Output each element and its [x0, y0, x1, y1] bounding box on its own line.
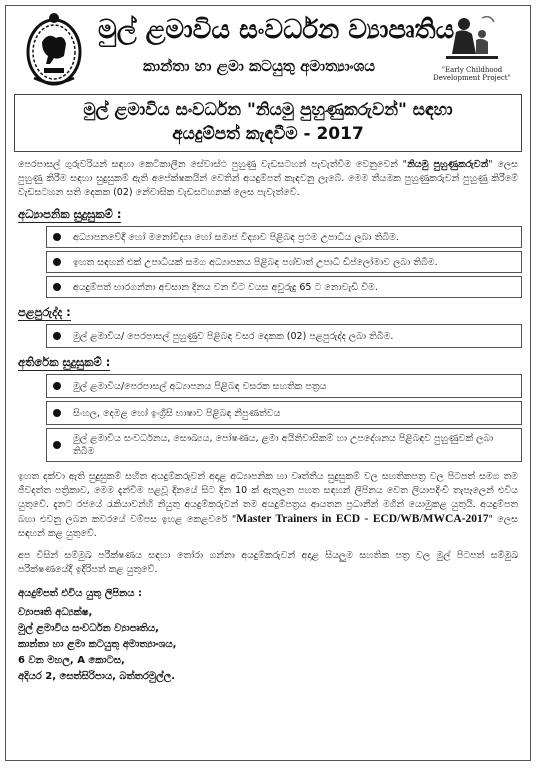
intro-text-1: පෙරපාසල් ගුරුවරියන් සඳහා කෙටිකාලීන සේවාස්ථ පුහුණු වැඩසටහන් පැවැත්වීම වෙනුවෙන් "	[18, 159, 408, 170]
education-item-text: අයදුම්පත් භාරගන්නා අවසාන දිනය වන විට වයස අවුරුදු 65 ට නොවැඩි වීම.	[73, 281, 378, 293]
intro-paragraph	[18, 158, 518, 200]
additional-item	[46, 374, 522, 398]
ecd-logo-caption: "Early Childhood Development Project"	[433, 66, 511, 82]
bullet-icon	[53, 332, 61, 340]
address-line: මුල් ළමාවිය සංවර්ධන ව්‍යාපෘතිය,	[18, 623, 159, 634]
bullet-icon	[53, 233, 61, 241]
experience-heading: පළපුරුද්ද :	[18, 305, 71, 319]
bullet-icon	[53, 283, 61, 291]
experience-item-text: මුල් ළමාවිය/ පෙරපාසල් පුහුණුව පිළිබඳ වසර දෙකක (02) පළපුරුද්ද ලබා තිබීම.	[73, 330, 394, 342]
family-logo-icon	[442, 14, 502, 64]
sri-lanka-emblem-icon	[24, 12, 84, 88]
organization-title: මුල් ළමාවිය සංවර්ධන ව්‍යාපෘතිය	[98, 15, 455, 45]
education-item	[46, 251, 522, 273]
title-line-2: අයදුම්පත් කැඳවීම - 2017	[172, 124, 364, 144]
additional-heading: අතිරේක සුදුසුකම් :	[18, 355, 111, 369]
title-line-1: මුල් ළමාවිය සංවර්ධන "නියමු පුහුණුකරුවන්" සඳහා	[83, 100, 453, 120]
education-item-text: අධ්‍යාපනවේදී හෝ මනෝවිද්‍යා හෝ සමාජ විද්‍යාව පිළිබඳ ප්‍රථම උපාධිය ලබා තිබීම.	[73, 231, 399, 243]
bullet-icon	[53, 441, 61, 449]
experience-item	[46, 324, 522, 348]
bullet-icon	[53, 382, 61, 390]
application-instructions	[18, 470, 518, 541]
interview-note: අප විසින් සම්මුඛ පරීක්ෂණය සඳහා තෝරා ගන්නා අයදුම්කරුවන් අදාළ සියලුම සහතික පත්‍ර වල මුල් පිටපත් සම්මුඛ පරීක්ෂණයේදී ඉදිරිපත් කළ යුතුවේ.	[18, 550, 518, 575]
education-item-text: ඉහත සඳහන් එක් උපාධියක් සමග අධ්‍යාපනය පිළිබඳ පශ්චාත් උපාධි ඩිප්ලෝමාව ලබා තිබීම.	[73, 256, 438, 268]
additional-item-text: මුල් ළමාවිය/පෙරපාසල් අධ්‍යාපනය පිළිබඳ වසරක සහතික පත්‍රය	[73, 380, 327, 392]
education-item	[46, 226, 522, 248]
title-box	[14, 94, 522, 152]
education-heading: අධ්‍යාපනික සුදුසුකම් :	[18, 207, 122, 221]
intro-bold-term: නියමු පුහුණුකරුවන්	[407, 159, 489, 170]
advertisement-page	[5, 5, 531, 761]
bullet-icon	[53, 258, 61, 266]
apply-text-1: ඉහත දක්වා ඇති සුදුසුකම් සහිත අයදුම්කරුවන් අදාළ අධ්‍යාපනික හා වෘත්තීය සුදුසුකම් වල සහතිකපත්‍ර වල පිටපත් සමග තම ජීවදත්ත පත්‍රිකාව, මෙම දැන්වීම පළවූ දිනයේ සිට දින 10 ක් ඇතුලත පහත සඳහන් ලිපිනය වෙත ලියාපදිංචි තැපෑලෙන් එවිය යුතුවේ. දැනට රජයේ රැකියාවන්හි නියුතු අයදුම්කරුවන් තම අයදුම්පත්‍රය ආයතන ප්‍රධානීන් මගින් යොමුකළ යුතුයි. අයදුම්පත බහා එවනු ලබන කවරයේ වම්පස ඉහළ කෙළවරේ "	[18, 471, 518, 525]
address-line: අදියර 2, සෙත්සිරිපාය, බත්තරමුල්ල.	[18, 671, 176, 682]
education-item	[46, 276, 522, 298]
additional-item-text: සිංහල, දෙමළ හෝ ඉංග්‍රීසි භාෂාව පිළිබඳ නිපුණත්වය	[73, 407, 281, 419]
apply-text-2: " ලෙස සඳහන් කළ යුතුවේ.	[18, 514, 518, 539]
additional-item-text: මුල් ළමාවිය සංවර්ධනය, සෞඛ්‍යය, පෝෂණය, ළමා අයිතිවාසිකම් හා උපදේශනය පිළිබඳව පුහුණුවක් ලබා තිබීම	[73, 433, 494, 457]
header	[6, 6, 530, 92]
additional-item	[46, 401, 522, 425]
ministry-name: කාන්තා හා ළමා කටයුතු අමාත්‍යාංශය	[143, 57, 375, 75]
address-line: ව්‍යාපෘති අධ්‍යක්ෂ,	[18, 607, 93, 618]
bullet-icon	[53, 409, 61, 417]
ecd-project-logo	[422, 14, 522, 90]
address-heading: අයදුම්පත් එවිය යුතු ලිපිනය :	[18, 588, 142, 599]
address-line: කාන්තා හා ළමා කටයුතු අමාත්‍යාංශය,	[18, 639, 177, 650]
envelope-code: Master Trainers in ECD - ECD/WB/MWCA-2017	[236, 513, 489, 525]
mailing-address	[18, 605, 530, 685]
intro-text-2: " ලෙස පුහුණු කිරීම සඳහා සුදුසුකම් ඇති අපේක්ෂකයින් වෙතින් අයදුම්පත් කැඳවනු ලැබේ. මෙම තීයමක පුහුණුකරුවන් පුහුණු කිරීමේ වැඩසටහන සති දෙකක (02) නේවාසික වැඩසටහනක් ලෙස පැවැත්වේ.	[18, 159, 518, 198]
additional-item	[46, 428, 522, 462]
address-line: 6 වන මහල, A කොටස,	[18, 655, 125, 666]
